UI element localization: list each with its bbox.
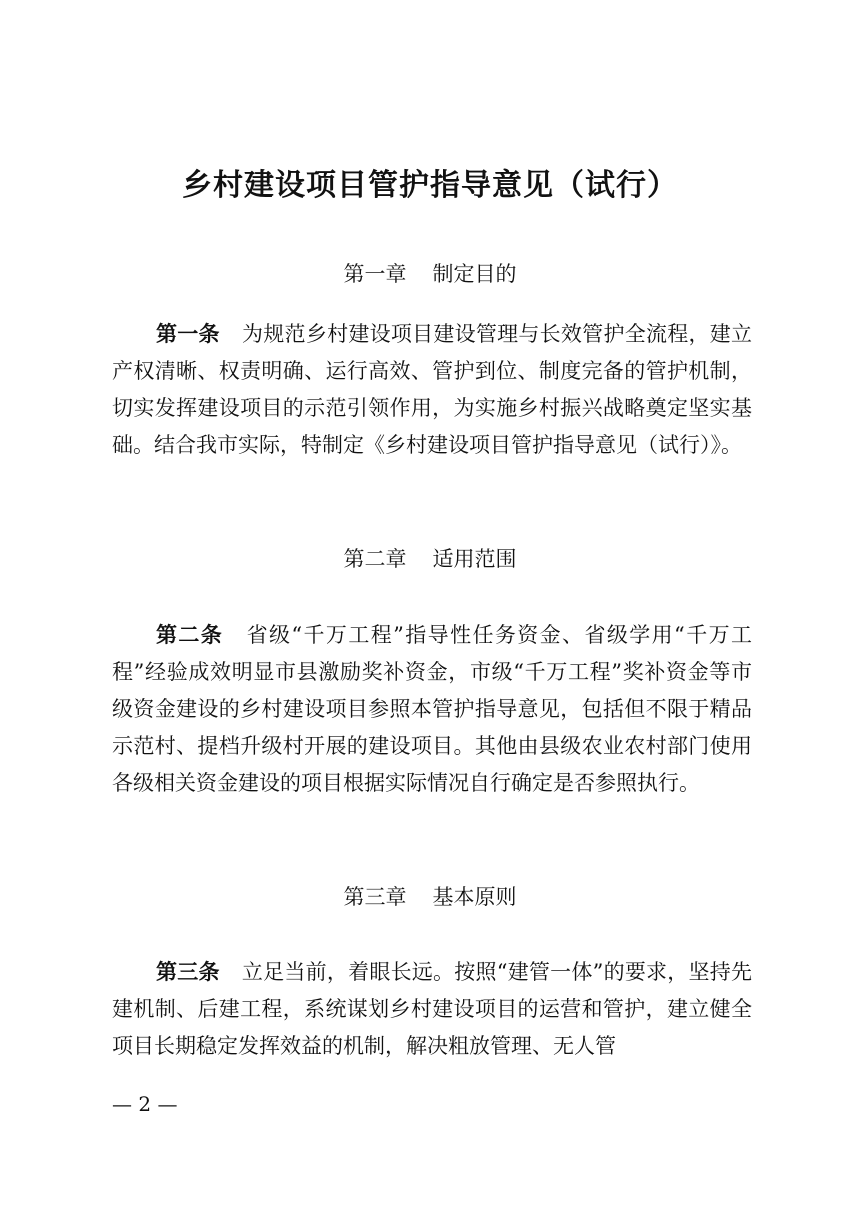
chapter-title: 适用范围 [432,547,517,571]
article-label: 第一条 [156,322,220,346]
chapter-title: 基本原则 [432,885,517,909]
article-label: 第二条 [156,623,224,647]
article-1 [112,316,752,464]
chapter-heading-2 [0,544,860,574]
page-number: — 2 — [112,1092,178,1116]
chapter-title: 制定目的 [432,262,517,286]
chapter-heading-3 [0,882,860,912]
article-label: 第三条 [156,960,220,984]
chapter-number: 第二章 [343,547,407,571]
article-text: 为规范乡村建设项目建设管理与长效管护全流程，建立产权清晰、权责明确、运行高效、管护到位、制度完备的管护机制，切实发挥建设项目的示范引领作用，为实施乡村振兴战略奠定坚实基础。结合我市实际，特制定《乡村建设项目管护指导意见（试行）》。 [112,322,753,457]
chapter-number: 第一章 [343,262,407,286]
article-2 [112,617,752,802]
article-3 [112,954,752,1065]
document-title: 乡村建设项目管护指导意见（试行） [182,168,678,204]
chapter-number: 第三章 [343,885,407,909]
article-text: 省级“千万工程”指导性任务资金、省级学用“千万工程”经验成效明显市县激励奖补资金，市级“千万工程”奖补资金等市级资金建设的乡村建设项目参照本管护指导意见，包括但不限于精品示范村、提档升级村开展的建设项目。其他由县级农业农村部门使用各级相关资金建设的项目根据实际情况自行确定是否参照执行。 [112,623,752,795]
chapter-heading-1 [0,259,860,289]
article-text: 立足当前，着眼长远。按照“建管一体”的要求，坚持先建机制、后建工程，系统谋划乡村建设项目的运营和管护，建立健全项目长期稳定发挥效益的机制，解决粗放管理、无人管 [112,960,752,1058]
